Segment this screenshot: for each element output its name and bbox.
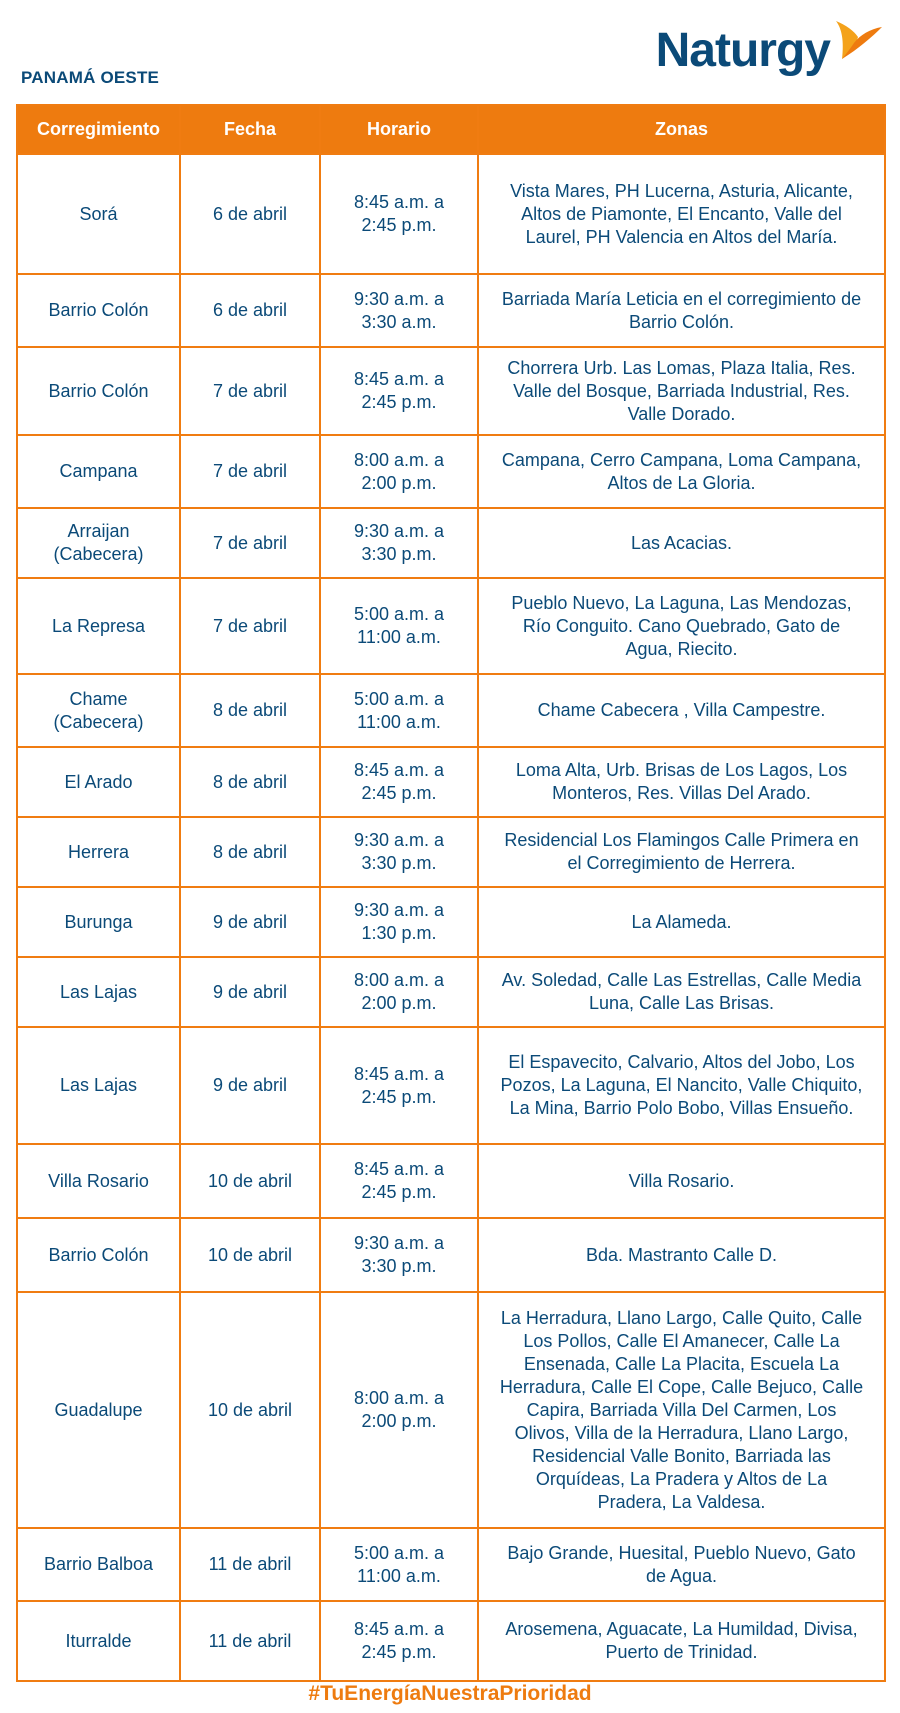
header-row [17, 105, 885, 154]
table-row [17, 1601, 885, 1681]
brand-logo [656, 16, 884, 86]
cell-horario: 8:45 a.m. a 2:45 p.m. [320, 1144, 478, 1218]
cell-corregimiento: Arraijan (Cabecera) [17, 508, 180, 578]
cell-zonas: Bajo Grande, Huesital, Pueblo Nuevo, Gato de Agua. [478, 1528, 885, 1601]
cell-zonas: Barriada María Leticia en el corregimiento de Barrio Colón. [478, 274, 885, 347]
cell-fecha: 8 de abril [180, 817, 320, 887]
logo-wordmark: Naturgy [655, 24, 830, 77]
cell-fecha: 9 de abril [180, 887, 320, 957]
cell-corregimiento: Campana [17, 435, 180, 508]
table-row [17, 1292, 885, 1528]
cell-zonas: El Espavecito, Calvario, Altos del Jobo, Los Pozos, La Laguna, El Nancito, Valle Chiquito, La Mina, Barrio Polo Bobo, Villas Ensueño. [478, 1027, 885, 1144]
cell-horario: 5:00 a.m. a 11:00 a.m. [320, 1528, 478, 1601]
table-row [17, 1144, 885, 1218]
page-header [0, 0, 900, 104]
cell-corregimiento: Guadalupe [17, 1292, 180, 1528]
column-header-zonas: Zonas [478, 105, 885, 154]
table-header [17, 105, 885, 154]
cell-corregimiento: Barrio Colón [17, 347, 180, 435]
cell-horario: 8:45 a.m. a 2:45 p.m. [320, 1601, 478, 1681]
cell-corregimiento: Chame (Cabecera) [17, 674, 180, 747]
cell-horario: 8:45 a.m. a 2:45 p.m. [320, 347, 478, 435]
table-row [17, 747, 885, 817]
table-row [17, 435, 885, 508]
cell-corregimiento: Iturralde [17, 1601, 180, 1681]
cell-fecha: 11 de abril [180, 1601, 320, 1681]
cell-corregimiento: Barrio Balboa [17, 1528, 180, 1601]
cell-corregimiento: Herrera [17, 817, 180, 887]
cell-fecha: 8 de abril [180, 674, 320, 747]
schedule-table [16, 104, 886, 1682]
column-header-corregimiento: Corregimiento [17, 105, 180, 154]
table-row [17, 154, 885, 274]
cell-horario: 8:45 a.m. a 2:45 p.m. [320, 154, 478, 274]
cell-zonas: Pueblo Nuevo, La Laguna, Las Mendozas, Río Conguito. Cano Quebrado, Gato de Agua, Riecito. [478, 578, 885, 674]
cell-zonas: Chame Cabecera , Villa Campestre. [478, 674, 885, 747]
table-row [17, 1528, 885, 1601]
cell-corregimiento: Burunga [17, 887, 180, 957]
column-header-fecha: Fecha [180, 105, 320, 154]
table-row [17, 1218, 885, 1292]
cell-zonas: Av. Soledad, Calle Las Estrellas, Calle Media Luna, Calle Las Brisas. [478, 957, 885, 1027]
cell-fecha: 11 de abril [180, 1528, 320, 1601]
butterfly-mark-icon [832, 19, 884, 65]
cell-zonas: Las Acacias. [478, 508, 885, 578]
cell-fecha: 10 de abril [180, 1218, 320, 1292]
cell-zonas: Residencial Los Flamingos Calle Primera en el Corregimiento de Herrera. [478, 817, 885, 887]
table-row [17, 817, 885, 887]
cell-corregimiento: Villa Rosario [17, 1144, 180, 1218]
cell-fecha: 10 de abril [180, 1292, 320, 1528]
cell-fecha: 6 de abril [180, 274, 320, 347]
cell-corregimiento: La Represa [17, 578, 180, 674]
cell-horario: 8:00 a.m. a 2:00 p.m. [320, 1292, 478, 1528]
cell-zonas: La Alameda. [478, 887, 885, 957]
cell-fecha: 7 de abril [180, 435, 320, 508]
cell-fecha: 9 de abril [180, 1027, 320, 1144]
cell-corregimiento: El Arado [17, 747, 180, 817]
cell-horario: 9:30 a.m. a 3:30 a.m. [320, 274, 478, 347]
table-row [17, 887, 885, 957]
cell-horario: 9:30 a.m. a 3:30 p.m. [320, 817, 478, 887]
cell-zonas: Arosemena, Aguacate, La Humildad, Divisa, Puerto de Trinidad. [478, 1601, 885, 1681]
cell-horario: 8:00 a.m. a 2:00 p.m. [320, 435, 478, 508]
cell-corregimiento: Las Lajas [17, 957, 180, 1027]
schedule-table-container [16, 104, 884, 1682]
cell-horario: 5:00 a.m. a 11:00 a.m. [320, 674, 478, 747]
cell-zonas: Vista Mares, PH Lucerna, Asturia, Alicante, Altos de Piamonte, El Encanto, Valle del Laurel, PH Valencia en Altos del María. [478, 154, 885, 274]
footer-hashtag: #TuEnergíaNuestraPrioridad [308, 1682, 592, 1705]
cell-fecha: 7 de abril [180, 347, 320, 435]
cell-fecha: 10 de abril [180, 1144, 320, 1218]
cell-fecha: 7 de abril [180, 578, 320, 674]
table-row [17, 578, 885, 674]
cell-zonas: Campana, Cerro Campana, Loma Campana, Altos de La Gloria. [478, 435, 885, 508]
table-row [17, 957, 885, 1027]
cell-fecha: 6 de abril [180, 154, 320, 274]
table-row [17, 674, 885, 747]
cell-horario: 9:30 a.m. a 1:30 p.m. [320, 887, 478, 957]
cell-zonas: La Herradura, Llano Largo, Calle Quito, Calle Los Pollos, Calle El Amanecer, Calle La Ensenada, Calle La Placita, Escuela La Herradura, Calle El Cope, Calle Bejuco, Calle Capira, Barriada Villa Del Carmen, Los Olivos, Villa de la Herradura, Llano Largo, Residencial Valle Bonito, Barriada las Orquídeas, La Pradera y Altos de La Pradera, La Valdesa. [478, 1292, 885, 1528]
cell-fecha: 7 de abril [180, 508, 320, 578]
cell-zonas: Villa Rosario. [478, 1144, 885, 1218]
column-header-horario: Horario [320, 105, 478, 154]
cell-horario: 9:30 a.m. a 3:30 p.m. [320, 508, 478, 578]
table-row [17, 1027, 885, 1144]
cell-zonas: Chorrera Urb. Las Lomas, Plaza Italia, Res. Valle del Bosque, Barriada Industrial, Res. Valle Dorado. [478, 347, 885, 435]
table-row [17, 347, 885, 435]
cell-horario: 5:00 a.m. a 11:00 a.m. [320, 578, 478, 674]
cell-corregimiento: Las Lajas [17, 1027, 180, 1144]
cell-corregimiento: Sorá [17, 154, 180, 274]
table-row [17, 274, 885, 347]
cell-horario: 8:45 a.m. a 2:45 p.m. [320, 747, 478, 817]
cell-zonas: Bda. Mastranto Calle D. [478, 1218, 885, 1292]
cell-horario: 9:30 a.m. a 3:30 p.m. [320, 1218, 478, 1292]
region-title: PANAMÁ OESTE [21, 68, 160, 87]
table-row [17, 508, 885, 578]
cell-corregimiento: Barrio Colón [17, 274, 180, 347]
cell-fecha: 9 de abril [180, 957, 320, 1027]
cell-horario: 8:45 a.m. a 2:45 p.m. [320, 1027, 478, 1144]
table-body [17, 154, 885, 1681]
cell-fecha: 8 de abril [180, 747, 320, 817]
cell-corregimiento: Barrio Colón [17, 1218, 180, 1292]
cell-zonas: Loma Alta, Urb. Brisas de Los Lagos, Los Monteros, Res. Villas Del Arado. [478, 747, 885, 817]
cell-horario: 8:00 a.m. a 2:00 p.m. [320, 957, 478, 1027]
